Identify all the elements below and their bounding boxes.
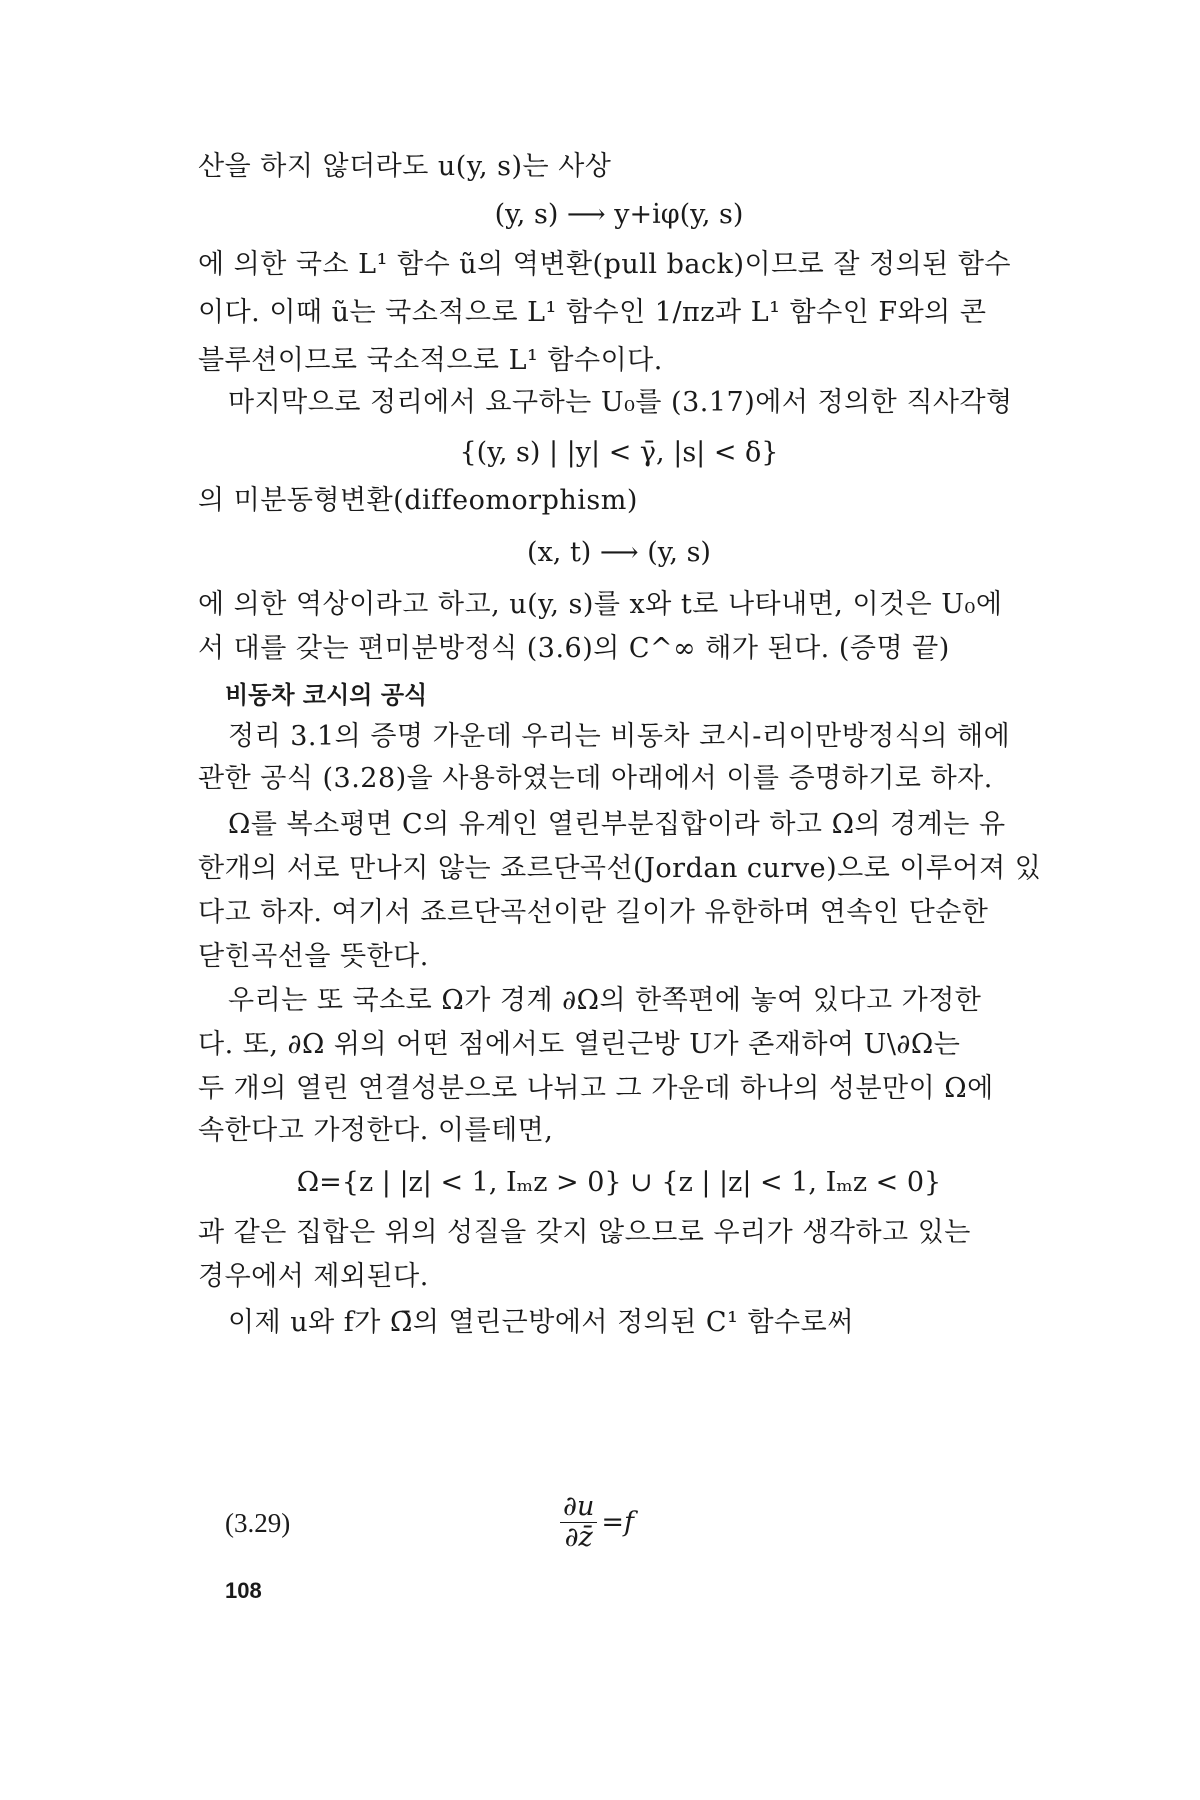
text-line: 다. 또, ∂Ω 위의 어떤 점에서도 열린근방 U가 존재하여 U\∂Ω는 [198, 1029, 961, 1060]
text-line: 서 대를 갖는 편미분방정식 (3.6)의 C^∞ 해가 된다. (증명 끝) [198, 633, 950, 664]
text-line: 정리 3.1의 증명 가운데 우리는 비동차 코시-리이만방정식의 해에 [228, 721, 1011, 752]
text-line: 에 의한 국소 L¹ 함수 ũ의 역변환(pull back)이므로 잘 정의된 함수 [198, 249, 1011, 280]
equation-rhs: =f [601, 1507, 634, 1538]
text-line: 속한다고 가정한다. 이를테면, [198, 1115, 554, 1146]
fraction-denominator: ∂z̄ [564, 1522, 593, 1553]
display-equation-3-29 [560, 1492, 634, 1553]
fraction-numerator: ∂u [560, 1492, 597, 1523]
display-equation: Ω={z | |z| < 1, Iₘz > 0} ∪ {z | |z| < 1, Iₘz < 0} [296, 1167, 942, 1198]
text-line: 다고 하자. 여기서 죠르단곡선이란 길이가 유한하며 연속인 단순한 [198, 897, 989, 928]
text-line: 이다. 이때 ũ는 국소적으로 L¹ 함수인 1/πz과 L¹ 함수인 F와의 콘 [198, 297, 987, 328]
text-line: 닫힌곡선을 뜻한다. [198, 941, 429, 972]
text-line: 한개의 서로 만나지 않는 죠르단곡선(Jordan curve)으로 이루어져 있 [198, 853, 1042, 884]
text-line: 이제 u와 f가 Ω̄의 열린근방에서 정의된 C¹ 함수로써 [228, 1307, 854, 1338]
text-line: 의 미분동형변환(diffeomorphism) [198, 485, 638, 516]
text-line: 에 의한 역상이라고 하고, u(y, s)를 x와 t로 나타내면, 이것은 U₀에 [198, 589, 1003, 620]
text-line: 관한 공식 (3.28)을 사용하였는데 아래에서 이를 증명하기로 하자. [198, 763, 993, 794]
display-equation: (x, t) ⟶ (y, s) [527, 537, 711, 568]
text-line: 과 같은 집합은 위의 성질을 갖지 않으므로 우리가 생각하고 있는 [198, 1217, 971, 1248]
text-line: 블루션이므로 국소적으로 L¹ 함수이다. [198, 345, 663, 376]
page-number: 108 [225, 1578, 262, 1603]
text-line: 산을 하지 않더라도 u(y, s)는 사상 [198, 151, 612, 182]
text-line: 우리는 또 국소로 Ω가 경계 ∂Ω의 한쪽편에 놓여 있다고 가정한 [228, 985, 982, 1016]
display-equation: {(y, s) | |y| < γ̄, |s| < δ} [459, 437, 779, 468]
equation-number: (3.29) [225, 1508, 291, 1538]
text-line: 두 개의 열린 연결성분으로 나뉘고 그 가운데 하나의 성분만이 Ω에 [198, 1073, 994, 1104]
text-line: 경우에서 제외된다. [198, 1261, 429, 1292]
text-line: Ω를 복소평면 C의 유계인 열린부분집합이라 하고 Ω의 경계는 유 [228, 809, 1006, 840]
section-heading: 비동차 코시의 공식 [225, 681, 428, 709]
text-line: 마지막으로 정리에서 요구하는 U₀를 (3.17)에서 정의한 직사각형 [228, 387, 1013, 418]
fraction [560, 1492, 597, 1553]
display-equation: (y, s) ⟶ y+iφ(y, s) [494, 199, 744, 230]
